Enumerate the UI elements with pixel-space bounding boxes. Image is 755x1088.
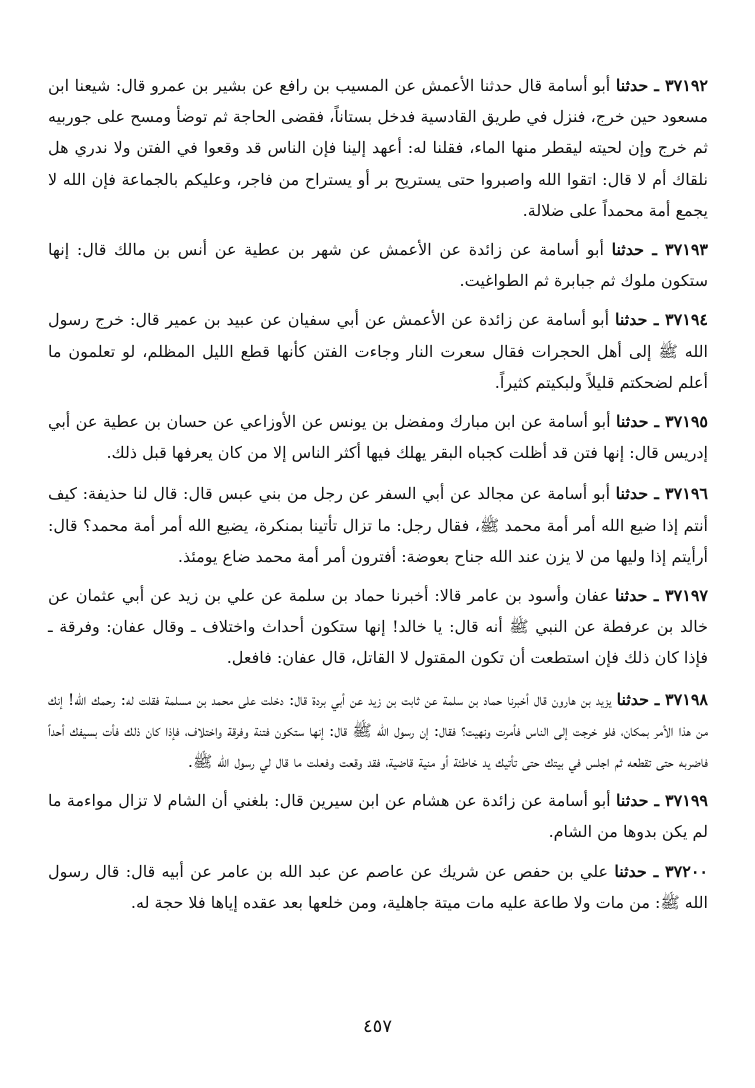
hadith-opening: حدثنا	[616, 689, 650, 709]
hadith-separator: ـ	[648, 791, 666, 811]
hadith-opening: حدثنا	[615, 310, 648, 330]
hadith-number: ٣٧١٩٨	[665, 689, 709, 709]
hadith-separator: ـ	[647, 586, 666, 606]
hadith-opening: حدثنا	[614, 861, 647, 881]
hadith-opening: حدثنا	[614, 586, 648, 606]
hadith-number: ٣٧١٩٧	[665, 586, 708, 606]
hadith-37193	[48, 234, 708, 296]
hadith-separator: ـ	[647, 310, 666, 330]
hadith-number: ٣٧١٩٣	[665, 240, 709, 260]
hadith-number: ٣٧١٩٥	[665, 412, 709, 432]
hadith-opening: حدثنا	[611, 240, 645, 260]
hadith-number: ٣٧١٩٩	[665, 791, 709, 811]
hadith-37192	[48, 70, 708, 226]
hadith-opening: حدثنا	[615, 76, 649, 95]
hadith-number: ٣٧١٩٤	[665, 310, 709, 330]
page-body	[48, 70, 708, 926]
hadith-text: أبو أسامة عن ابن مبارك ومفضل بن يونس عن الأوزاعي عن حسان بن عطية عن أبي إدريس قال: إنها فتن قد أظلت كجباه البقر يهلك فيها أكثر الناس إلا من كان يعرفها قبل ذلك.	[48, 412, 708, 463]
hadith-number: ٣٧١٩٢	[665, 76, 709, 95]
hadith-37198	[48, 684, 708, 778]
hadith-separator: ـ	[648, 76, 666, 95]
hadith-text: يزيد بن هارون قال أخبرنا حماد بن سلمة عن ثابت بن زيد عن أبي بردة قال: دخلت على محمد بن مسلمة فقلت له: رحمك الله! إنك من هذا الأمر بمكان، فلو خرجت إلى الناس فأمرت ونهيت؟ فقال: إن رسول الله ﷺ قال: إنها ستكون فتنة وفرقة واختلاف، فإذا كان ذلك فأت بسيفك أحداً فاضربه حتى تقطعه ثم اجلس في بيتك حتى تأتيك يد خاطئة أو منية قاضية، فقد وقعت وفعلت ما قال لي رسول الله ﷺ.	[48, 689, 708, 772]
hadith-37200	[48, 856, 708, 918]
hadith-text: أبو أسامة عن زائدة عن الأعمش عن أبي سفيان عن عبيد بن عمير قال: خرج رسول الله ﷺ إلى أهل الحجرات فقال سعرت النار وجاءت الفتن كأنها قطع الليل المظلم، لو تعلمون ما أعلم لضحكتم قليلاً ولبكيتم كثيراً.	[48, 310, 708, 392]
hadith-text: أبو أسامة عن مجالد عن أبي السفر عن رجل من بني عبس قال: قال لنا حذيفة: كيف أنتم إذا ضيع الله أمر أمة محمد ﷺ، فقال رجل: ما تزال تأتينا بمنكرة، يضيع الله أمر أمة محمد؟ قال: أرأيتم إذا وليها من لا يزن عند الله جناح بعوضة: أفترون أمر أمة محمد ضاع يومئذ.	[48, 484, 708, 566]
hadith-text: أبو أسامة عن زائدة عن الأعمش عن شهر بن عطية عن أنس بن مالك قال: إنها ستكون ملوك ثم جبابرة ثم الطواغيت.	[48, 240, 708, 291]
hadith-number: ٣٧١٩٦	[665, 484, 709, 504]
hadith-text: علي بن حفص عن شريك عن عاصم عن عبد الله بن عامر عن أبيه قال: قال رسول الله ﷺ: من مات ولا طاعة عليه مات ميتة جاهلية، ومن خلعها بعد عقده إياها فلا حجة له.	[48, 861, 708, 912]
hadith-separator: ـ	[646, 861, 666, 881]
hadith-separator: ـ	[648, 484, 666, 504]
hadith-opening: حدثنا	[616, 791, 649, 811]
hadith-number: ٣٧٢٠٠	[665, 861, 709, 881]
hadith-text: عفان وأسود بن عامر قالا: أخبرنا حماد بن سلمة عن علي بن زيد عن أبي عثمان عن خالد بن عرفطة عن النبي ﷺ أنه قال: يا خالد! إنها ستكون أحداث واختلاف ـ وقال عفان: وفرقة ـ فإذا كان ذلك فإن استطعت أن تكون المقتول لا القاتل، قال عفان: فافعل.	[48, 586, 708, 668]
hadith-37194	[48, 304, 708, 398]
hadith-separator: ـ	[648, 412, 666, 432]
page-number: ٤٥٧	[362, 1016, 392, 1037]
hadith-text: أبو أسامة قال حدثنا الأعمش عن المسيب بن رافع عن بشير بن عمرو قال: شيعنا ابن مسعود حين خرج، فنزل في طريق القادسية فدخل بستاناً، فقضى الحاجة ثم توضأ ومسح على جوربيه ثم خرج وإن لحيته ليقطر منها الماء، فقلنا له: أعهد إلينا فإن الناس قد وقعوا في الفتن ولا ندري هل نلقاك أم لا قال: اتقوا الله واصبروا حتى يستريح بر أو يستراح من فاجر، وعليكم بالجماعة فإن الله لا يجمع أمة محمداً على ضلالة.	[48, 76, 709, 220]
hadith-opening: حدثنا	[615, 484, 649, 504]
hadith-37196	[48, 478, 708, 572]
hadith-37195	[48, 406, 708, 468]
hadith-opening: حدثنا	[616, 412, 649, 432]
hadith-separator: ـ	[649, 689, 666, 709]
hadith-37197	[48, 580, 708, 674]
hadith-text: أبو أسامة عن زائدة عن هشام عن ابن سيرين قال: بلغني أن الشام لا تزال مواءمة ما لم يكن بدوها من الشام.	[48, 791, 708, 842]
hadith-37199	[48, 785, 708, 847]
hadith-separator: ـ	[644, 240, 666, 260]
